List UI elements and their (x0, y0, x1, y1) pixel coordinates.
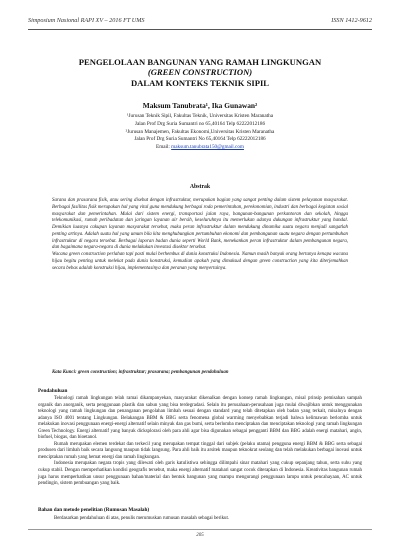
header-issn: ISSN 1412-9612 (331, 17, 372, 24)
email-label: Email: (156, 144, 172, 151)
email-link[interactable]: maksum.tanubrata150@gmail.com (171, 144, 244, 151)
affiliation-line-1: ¹Jurusan Teknik Sipil, Fakultas Teknik, Universitas Kristen Maranatha (126, 113, 273, 119)
abstract-paragraph-1: Sarana dan prasarana fisik, atau sering disebut dengan infrastruktur, merupakan bagian yang sangat penting dalam sistem pelayanan masyarakat. Berbagai fasilitas fisik merupakan hal yang vital guna mendukung berbagai roda pemerintahan, perekonomian, industri dan berbagai kegiatan sosial masyarakat dan pemerintahan. Mulai dari sistem energi, transportasi jalan raya, bangunan-bangunan perkantoran dan sekolah, hingga telekomunikasi, rumah peribadatan dan jaringan layanan air bersih, keseluruhnya itu memerlukan adanya dukungan infrastruktur yang handal. Demikian luasnya cakupan layanan masyarakat tersebut, maka peran infrastruktur dalam mendukung dinamika suatu negara menjadi sangatlah penting artinya. Adalah suatu hal yang umum bila kita menghubungkan pertumbuhan ekonomi dan pembangunan suatu negara dengan pertumbuhan infrastruktur di negara tersebut. Berbagai laporan badan dunia seperti World Bank, menekankan peran infrastruktur dalam pembangunan negara, dan bagaimana negara-negara di dunia melakukan investasi disektor tersebut. (52, 198, 348, 251)
section-heading-introduction: Pendahuluan (38, 388, 68, 394)
methods-paragraph-1: Berdasarkan pendahuluan di atas, penulis merumuskan rumusan masalah sebagai berikut. (54, 516, 230, 521)
abstract-heading: Abstrak (189, 184, 211, 190)
running-header (28, 17, 372, 27)
header-conference: Simposium Nasional RAPI XV – 2016 FT UMS (28, 17, 145, 24)
title-line-1: PENGELOLAAN BANGUNAN YANG RAMAH LINGKUNGAN (78, 57, 322, 67)
intro-paragraph-3: Indonesia merupakan negara tropis yang dilewati oleh garis katulistiwa sehingga dilimpahi sinar matahari yang cukup sepanjang tahun, serta suhu yang cukup stabil. Dengan memperhatikan kondisi geografis tersebut, maka energi alternatif matahari sangat cocok diterapkan di Indonesia. Kreativitas bangunan rumah juga harus memperhatikan unsur penggunaan bahan/material dan bentuk bangunan yang mampu mengurangi penggunaan lampu untuk pencahayaan, AC untuk pendingin, sistem pembuangan yang baik. (38, 461, 362, 487)
abstract-paragraph-2: Wacana green construction perlahan tapi pasti mulai berhembus di dunia konstruksi Indonesia. Namun masih banyak orang bertanya kenapa wacana hijau begitu penting untuk melekat pada dunia konstruksi, kemudian apakah yang dimaksud dengan green construction yang kita diterjemahkan secara bebas adalah konstruksi hijau, implementasinya dan peranan yang menyertainya. (52, 252, 348, 271)
author-list: Maksum Tanubrata¹, Ika Gunawan² (142, 101, 258, 110)
page-number: 205 (196, 533, 204, 538)
keywords: Kata Kunci: green construction; infrastruktur; prasarana; pembangunan pendahuluan (52, 370, 229, 375)
paper-title (30, 57, 370, 88)
title-line-2: (GREEN CONSTRUCTION) (147, 67, 253, 78)
title-line-3: DALAM KONTEKS TEKNIK SIPIL (130, 77, 270, 88)
methods-body (38, 516, 362, 523)
introduction-body (38, 396, 362, 488)
section-heading-methods: Bahan dan metode penelitian (Rumusan Masalah) (38, 507, 150, 513)
affiliation-line-2: Jalan Prof Drg Suria Sumantri no 65,40164 Telp 62222012186 (134, 120, 266, 127)
affiliation-line-3: ²Jurusan Manajemen, Fakultas Ekonomi,Universitas Kristen Maranatha (125, 128, 275, 135)
affiliations (40, 113, 360, 152)
affiliation-line-4: Jalan Prof Drg Suria Sumantri No 65,40164 Telp 62222012186 (134, 136, 266, 143)
abstract-body (52, 198, 348, 272)
email-line (40, 144, 360, 152)
intro-paragraph-2: Rumah merupakan elemen terdekat dan terkecil yang merupakan tempat tinggal dari subjek (pelaku utama) pengguna energi BBM & BBG serta sebagai produsen dari limbah baik secara langsung maupun tidak langsung. Para ahli baik itu arsitek maupun teknokrat seolang dan telah melakukan berbagai inovasi untuk menciptakan rumah yang hemat energi dan ramah lingkungan. (38, 441, 362, 460)
footer-rule (28, 529, 372, 530)
header-rule (28, 29, 372, 30)
intro-paragraph-1: Teknologi ramah lingkungan telah ramai dikampanyekan, masyarakat dikenalkan dengan konsep ramah lingkungan, misal prinsip pemisahan sampah organik dan anorganik, serta penggunaan plastik dan sabun yang bisa terdegradasi. Selain itu perusahaan-perusahaan juga mulai diwajibkan untuk menggunakan teknologi yang ramah lingkungan dan penanganan pengolahan limbah sesuai dengan standard yang telah ditetapkan oleh badan yang terkait, misalnya dengan adanya ISO 4001 tentang Lingkungan. Belakangan BBM & BBG serta fenomena global warming menyebabkan terjadi bahwa kelimawan berlomba untuk melakukan inovasi penggunaan energi-energi alternatif selain minyak dan gas bumi, serta berlomba menciptakan dan menciptakan teknologi yang ramah lingkungan Green Technology. Energi alternatif yang banyak dicksplorasi oleh para ahli agar bisa digunakan sebagai pengganti BBM dan BBG adalah energi matahari, angin, biofuel, biogas, dan bioetanol. (38, 396, 362, 441)
